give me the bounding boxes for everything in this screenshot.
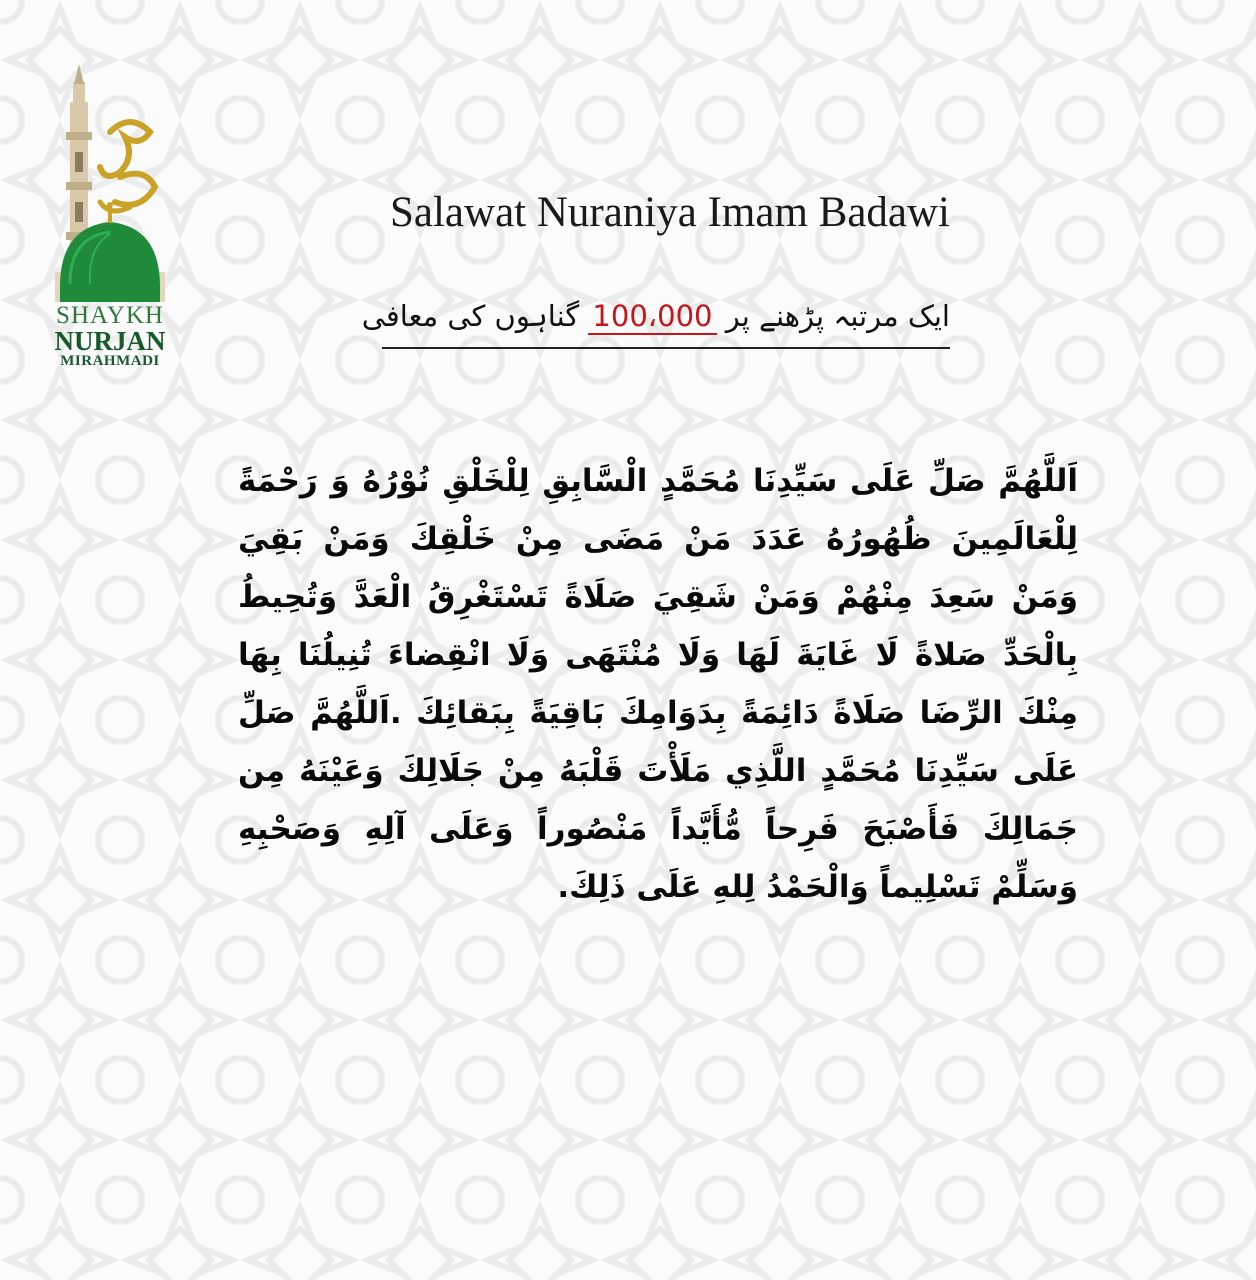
subtitle-after: گناہوں کی معافی: [361, 299, 589, 333]
subtitle-before: ایک مرتبہ پڑھنے پر: [716, 299, 950, 333]
urdu-subtitle: [361, 291, 950, 349]
logo-shaykh-text: SHAYKH: [56, 302, 164, 329]
salawat-prayer-text: اَللَّهُمَّ صَلِّ عَلَى سَيِّدِنَا مُحَمَّدٍ الْسَّابِقِ لِلْخَلْقِ نُوْرُهُ وَ رَحْمَةً لِلْعَالَمِينَ ظُهُورُهُ عَدَدَ مَنْ مَضَى مِنْ خَلْقِكَ وَمَنْ بَقِيَ وَمَنْ سَعِدَ مِنْهُمْ وَمَنْ شَقِيَ صَلَاةً تَسْتَغْرِقُ الْعَدَّ وَتُحِيطُ بِالْحَدِّ صَلاةً لَا غَايَةَ لَهَا وَلَا مُنْتَهَى وَلَا انْقِضاءَ تُنِيلُنَا بِهَا مِنْكَ الرِّضَا صَلَاةً دَائِمَةً بِدَوَامِكَ بَاقِيَةً بِبَقائِكَ .اَللَّهُمَّ صَلِّ عَلَى سَيِّدِنَا مُحَمَّدٍ اللَّذِي مَلَأْتَ قَلْبَهُ مِنْ جَلَالِكَ وَعَيْنَهُ مِن جَمَالِكَ فَأَصْبَحَ فَرِحاً مُّأَيَّداً مَنْصُوراً وَعَلَى آلِهِ وَصَحْبِهِ وَسَلِّمْ تَسْلِيماً وَالْحَمْدُ لِلهِ عَلَى ذَلِكَ.: [238, 463, 1078, 905]
logo-mirahmadi-text: MIRAHMADI: [60, 353, 160, 369]
shaykh-nurjan-logo: [40, 62, 180, 382]
mosque-dome-minaret-icon: [40, 62, 180, 307]
page-title: Salawat Nuraniya Imam Badawi: [389, 189, 950, 236]
subtitle-number: 100،000: [588, 299, 716, 335]
logo-nurjan-text: NURJAN: [54, 326, 166, 356]
